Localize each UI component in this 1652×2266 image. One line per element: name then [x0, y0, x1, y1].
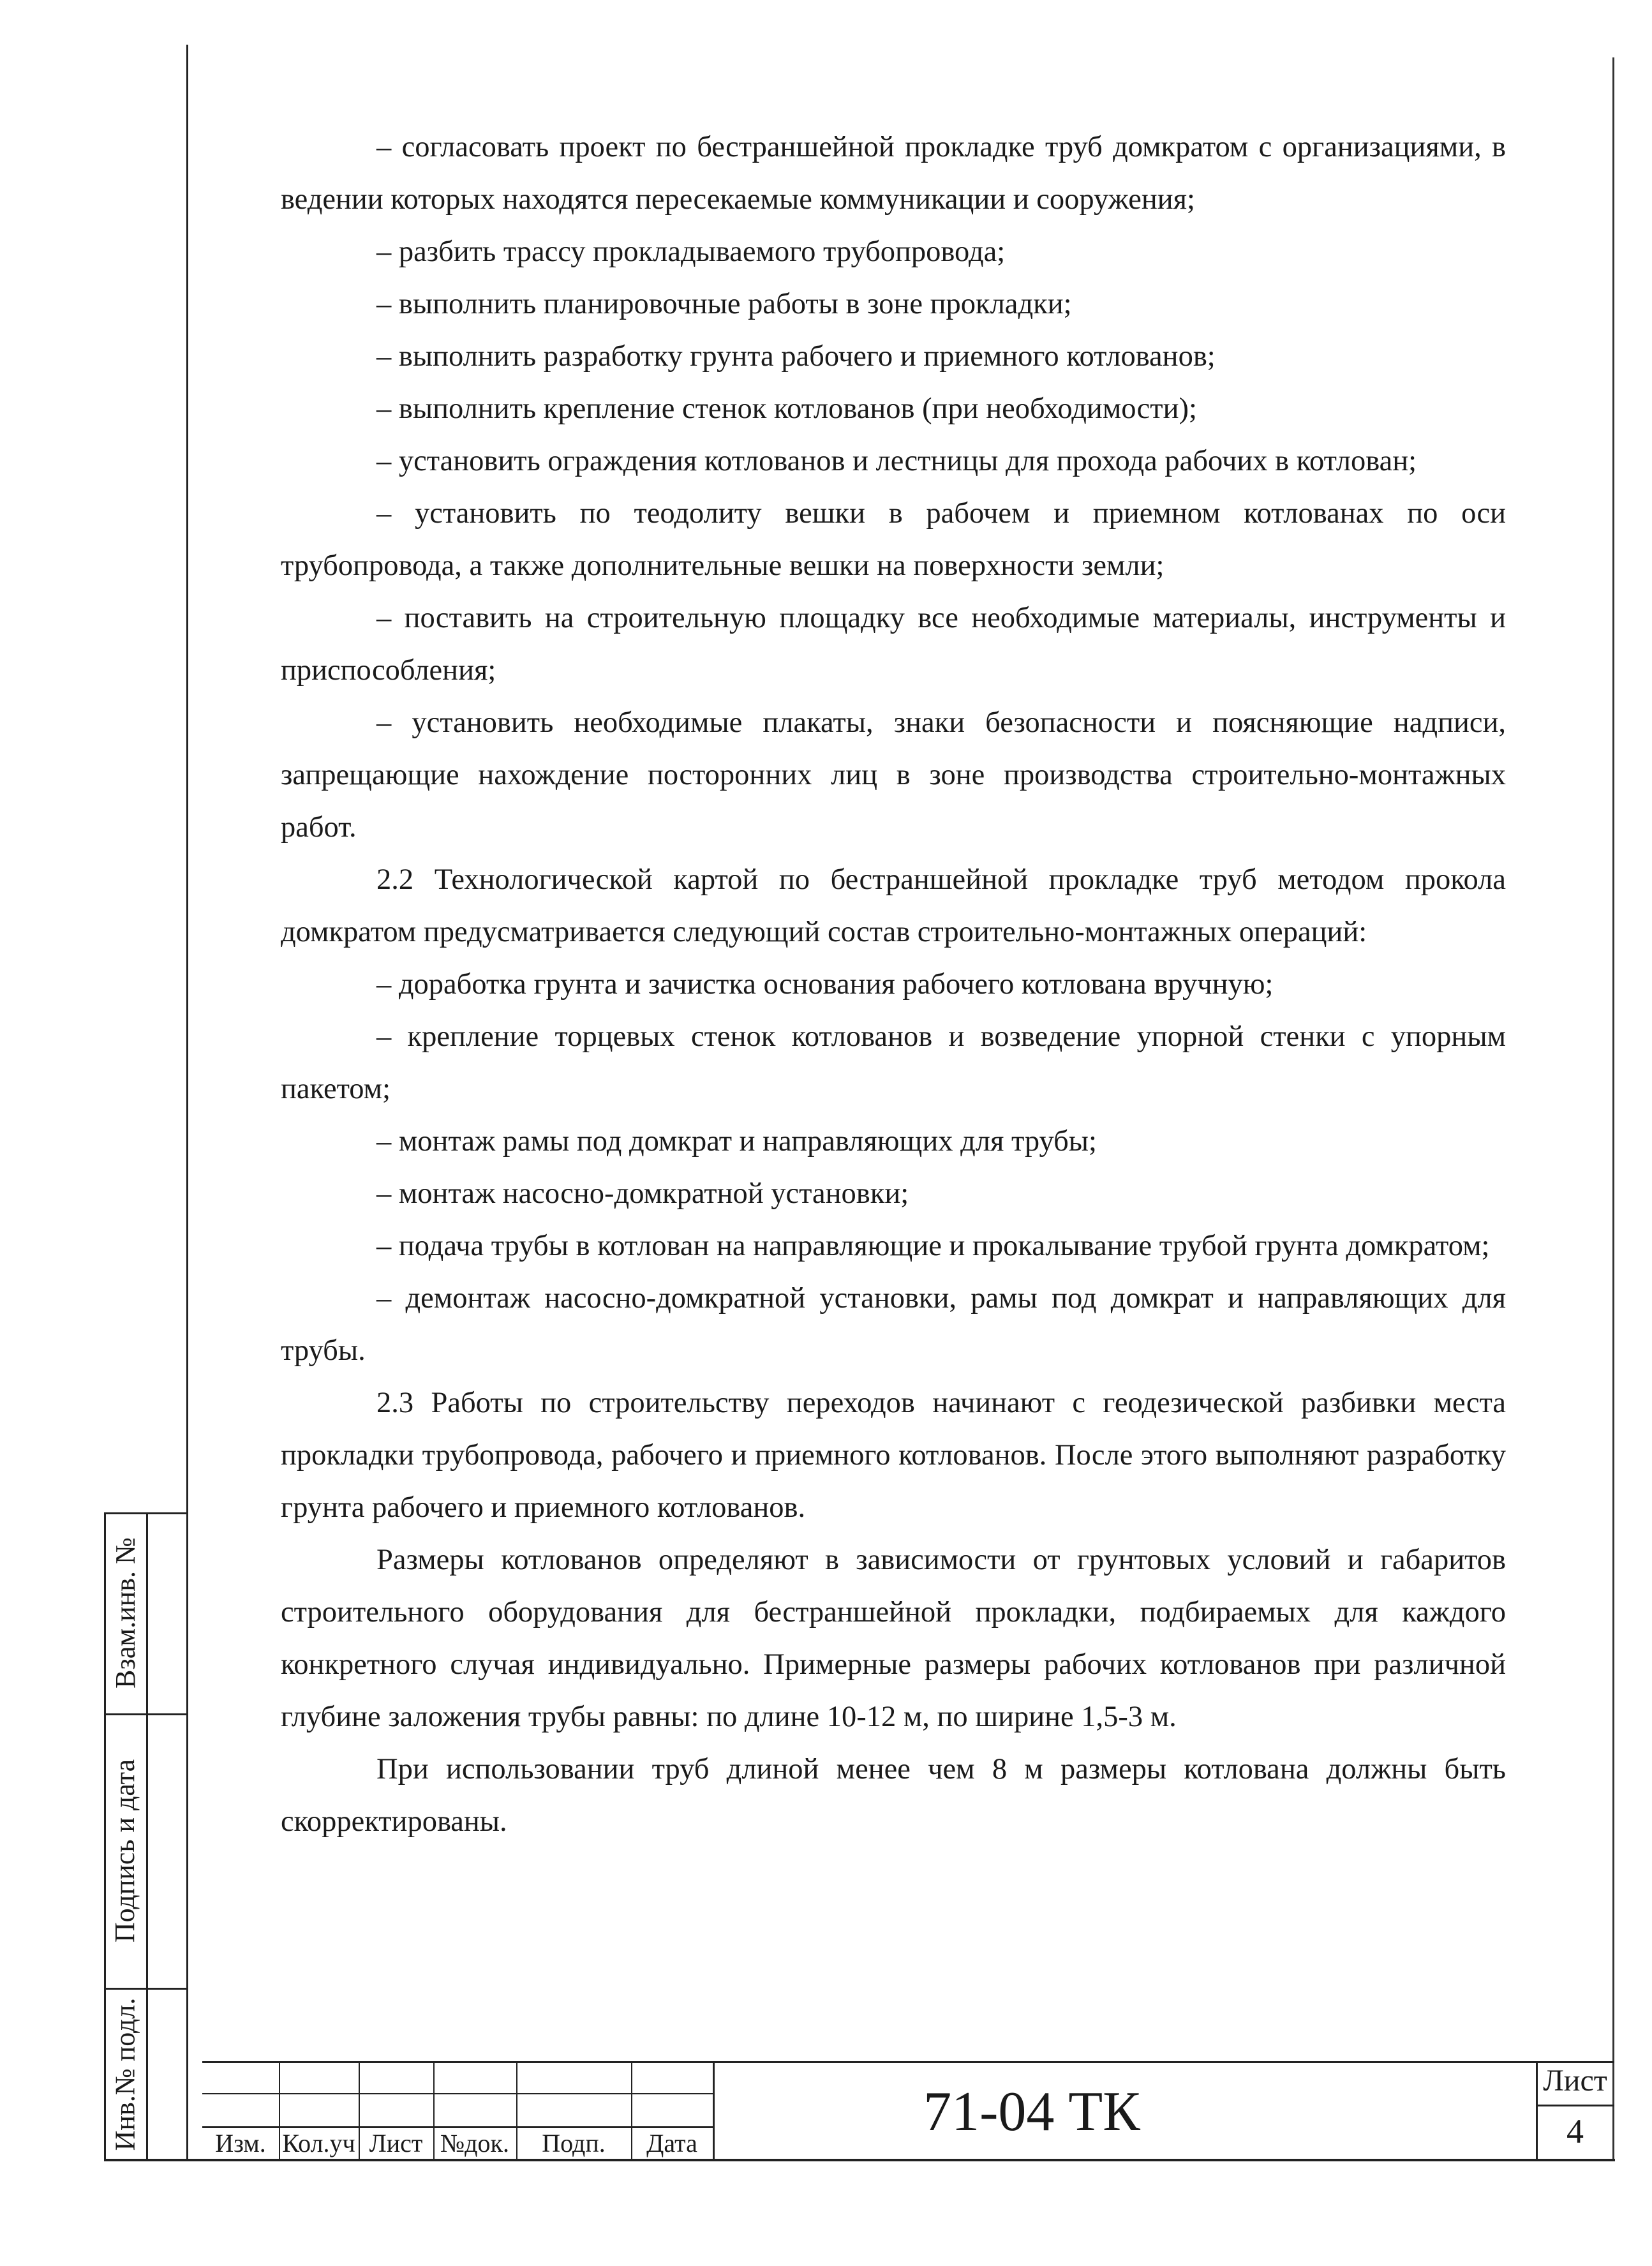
tb-col-list: Лист	[369, 2129, 423, 2158]
body-paragraph: – установить необходимые плакаты, знаки безопасности и поясняющие надписи, запрещающие нахождение посторонних лиц в зоне производства строительно-монтажных работ.	[281, 706, 1506, 844]
sheet-number: 4	[1566, 2112, 1584, 2150]
side-stamp-line	[146, 1512, 148, 2160]
document-code: 71-04 ТК	[923, 2081, 1140, 2143]
tb-col-ndok: №док.	[440, 2129, 509, 2158]
document-body	[281, 121, 1506, 1848]
body-paragraph: – согласовать проект по бестраншейной прокладке труб домкратом с организациями, в ведении которых находятся пересекаемые коммуникации и сооружения;	[281, 131, 1506, 216]
body-paragraph: 2.2 Технологической картой по бестраншейной прокладке труб методом прокола домкратом предусматривается следующий состав строительно-монтажных операций:	[281, 863, 1506, 948]
tb-col-podp: Подп.	[542, 2129, 606, 2158]
side-label-podpis-cell	[104, 1713, 146, 1988]
body-paragraph: 2.3 Работы по строительству переходов начинают с геодезической разбивки места прокладки трубопровода, рабочего и приемного котлованов. После этого выполняют разработку грунта рабочего и приемного котлованов.	[281, 1387, 1506, 1524]
body-paragraph: – демонтаж насосно-домкратной установки, рамы под домкрат и направляющих для трубы.	[281, 1282, 1506, 1367]
side-label-vzam: Взам.инв. №	[109, 1537, 141, 1688]
body-paragraph: При использовании труб длиной менее чем 8 м размеры котлована должны быть скорректированы.	[281, 1753, 1506, 1838]
title-block-line	[202, 2061, 1614, 2063]
tb-col-data: Дата	[646, 2129, 697, 2158]
sheet-label: Лист	[1543, 2064, 1607, 2098]
side-label-inv: Инв.№ подл.	[109, 1997, 141, 2150]
body-paragraph: Размеры котлованов определяют в зависимости от грунтовых условий и габаритов строительного оборудования для бестраншейной прокладки, подбираемых для каждого конкретного случая индивидуально. Примерные размеры рабочих котлованов при различной глубине заложения трубы равны: по длине 10-12 м, по ширине 1,5-3 м.	[281, 1544, 1506, 1733]
body-paragraph: – установить по теодолиту вешки в рабочем и приемном котлованах по оси трубопровода, а также дополнительные вешки на поверхности земли;	[281, 497, 1506, 582]
body-paragraph: – подача трубы в котлован на направляющие и прокалывание трубой грунта домкратом;	[376, 1230, 1490, 1262]
side-label-inv-cell	[104, 1988, 146, 2160]
body-paragraph: – монтаж рамы под домкрат и направляющих для трубы;	[376, 1125, 1097, 1158]
tb-col-kol-uch: Кол.уч	[282, 2129, 355, 2158]
body-paragraph: – поставить на строительную площадку все необходимые материалы, инструменты и приспособления;	[281, 602, 1506, 687]
body-paragraph: – крепление торцевых стенок котлованов и возведение упорной стенки с упорным пакетом;	[281, 1020, 1506, 1105]
side-stamp	[104, 1512, 188, 2160]
title-block	[202, 2061, 1614, 2160]
side-label-podpis: Подпись и дата	[109, 1759, 141, 1942]
frame-right-border	[1612, 57, 1614, 2160]
body-paragraph: – выполнить разработку грунта рабочего и приемного котлованов;	[376, 340, 1216, 373]
body-paragraph: – установить ограждения котлованов и лестницы для прохода рабочих в котлован;	[376, 445, 1417, 477]
side-label-vzam-cell	[104, 1512, 146, 1713]
body-paragraph: – монтаж насосно-домкратной установки;	[376, 1177, 909, 1210]
title-block-line	[1536, 2105, 1614, 2106]
body-paragraph: – разбить трассу прокладываемого трубопровода;	[376, 235, 1006, 268]
body-paragraph: – выполнить планировочные работы в зоне прокладки;	[376, 288, 1072, 320]
tb-col-izm: Изм.	[215, 2129, 266, 2158]
body-paragraph: – доработка грунта и зачистка основания рабочего котлована вручную;	[376, 968, 1274, 1001]
body-paragraph: – выполнить крепление стенок котлованов (при необходимости);	[376, 392, 1197, 425]
